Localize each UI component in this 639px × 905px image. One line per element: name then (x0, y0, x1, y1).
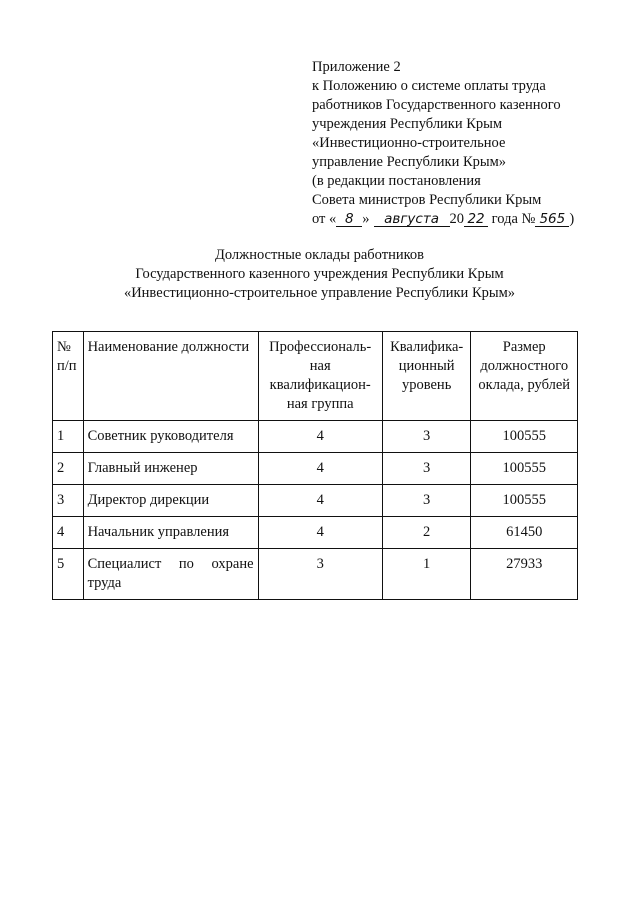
cell-group: 4 (258, 517, 382, 549)
annex-line: Приложение 2 (312, 59, 401, 75)
date-close: » (362, 211, 370, 227)
handwritten-month: августа (374, 212, 450, 227)
cell-level: 2 (382, 517, 471, 549)
title-line: Должностные оклады работников (214, 247, 424, 263)
header-number: № п/п (53, 332, 84, 421)
cell-level: 3 (382, 453, 471, 485)
cell-salary: 61450 (471, 517, 578, 549)
annex-line: управление Республики Крым» (312, 154, 507, 170)
cell-level: 1 (382, 549, 471, 600)
cell-number: 3 (53, 485, 84, 517)
cell-group: 4 (258, 453, 382, 485)
annex-line: (в редакции постановления (312, 173, 481, 189)
annex-line: Совета министров Республики Крым (312, 192, 542, 208)
cell-position: Главный инженер (83, 453, 258, 485)
cell-salary: 100555 (471, 485, 578, 517)
cell-number: 4 (53, 517, 84, 549)
header-qualification-level: Квалифика-ционный уровень (382, 332, 471, 421)
cell-salary: 27933 (471, 549, 578, 600)
annex-date-line (312, 210, 632, 229)
date-prefix: от « (312, 211, 337, 227)
year-prefix: 20 (449, 211, 465, 227)
table-row (53, 421, 578, 453)
salary-table (52, 331, 578, 600)
annex-line: к Положению о системе оплаты труда (312, 78, 546, 94)
table-header-row (53, 332, 578, 421)
cell-salary: 100555 (471, 453, 578, 485)
cell-group: 4 (258, 421, 382, 453)
cell-position: Специалист по охране труда (83, 549, 258, 600)
cell-group: 3 (258, 549, 382, 600)
table-row (53, 549, 578, 600)
title-line: Государственного казенного учреждения Республики Крым (135, 266, 504, 282)
cell-level: 3 (382, 485, 471, 517)
cell-number: 1 (53, 421, 84, 453)
close-paren: ) (569, 211, 575, 227)
annex-line: «Инвестиционно-строительное (312, 135, 506, 151)
cell-number: 5 (53, 549, 84, 600)
cell-position: Директор дирекции (83, 485, 258, 517)
cell-number: 2 (53, 453, 84, 485)
annex-line: работников Государственного казенного (312, 97, 561, 113)
header-salary: Размер должностного оклада, рублей (471, 332, 578, 421)
handwritten-number: 565 (535, 212, 569, 227)
year-word: года № (491, 211, 536, 227)
table-row (53, 485, 578, 517)
header-position: Наименование должности (83, 332, 258, 421)
cell-position: Советник руководителя (83, 421, 258, 453)
title-line: «Инвестиционно-строительное управление Республики Крым» (123, 285, 516, 301)
handwritten-day: 8 (336, 212, 362, 227)
handwritten-year: 22 (464, 212, 488, 227)
cell-position: Начальник управления (83, 517, 258, 549)
table-row (53, 517, 578, 549)
annex-line: учреждения Республики Крым (312, 116, 503, 132)
cell-salary: 100555 (471, 421, 578, 453)
table-row (53, 453, 578, 485)
cell-level: 3 (382, 421, 471, 453)
cell-group: 4 (258, 485, 382, 517)
annex-header (312, 58, 632, 229)
header-qualification-group: Профессиональ-ная квалификацион-ная группа (258, 332, 382, 421)
document-title (0, 246, 639, 303)
